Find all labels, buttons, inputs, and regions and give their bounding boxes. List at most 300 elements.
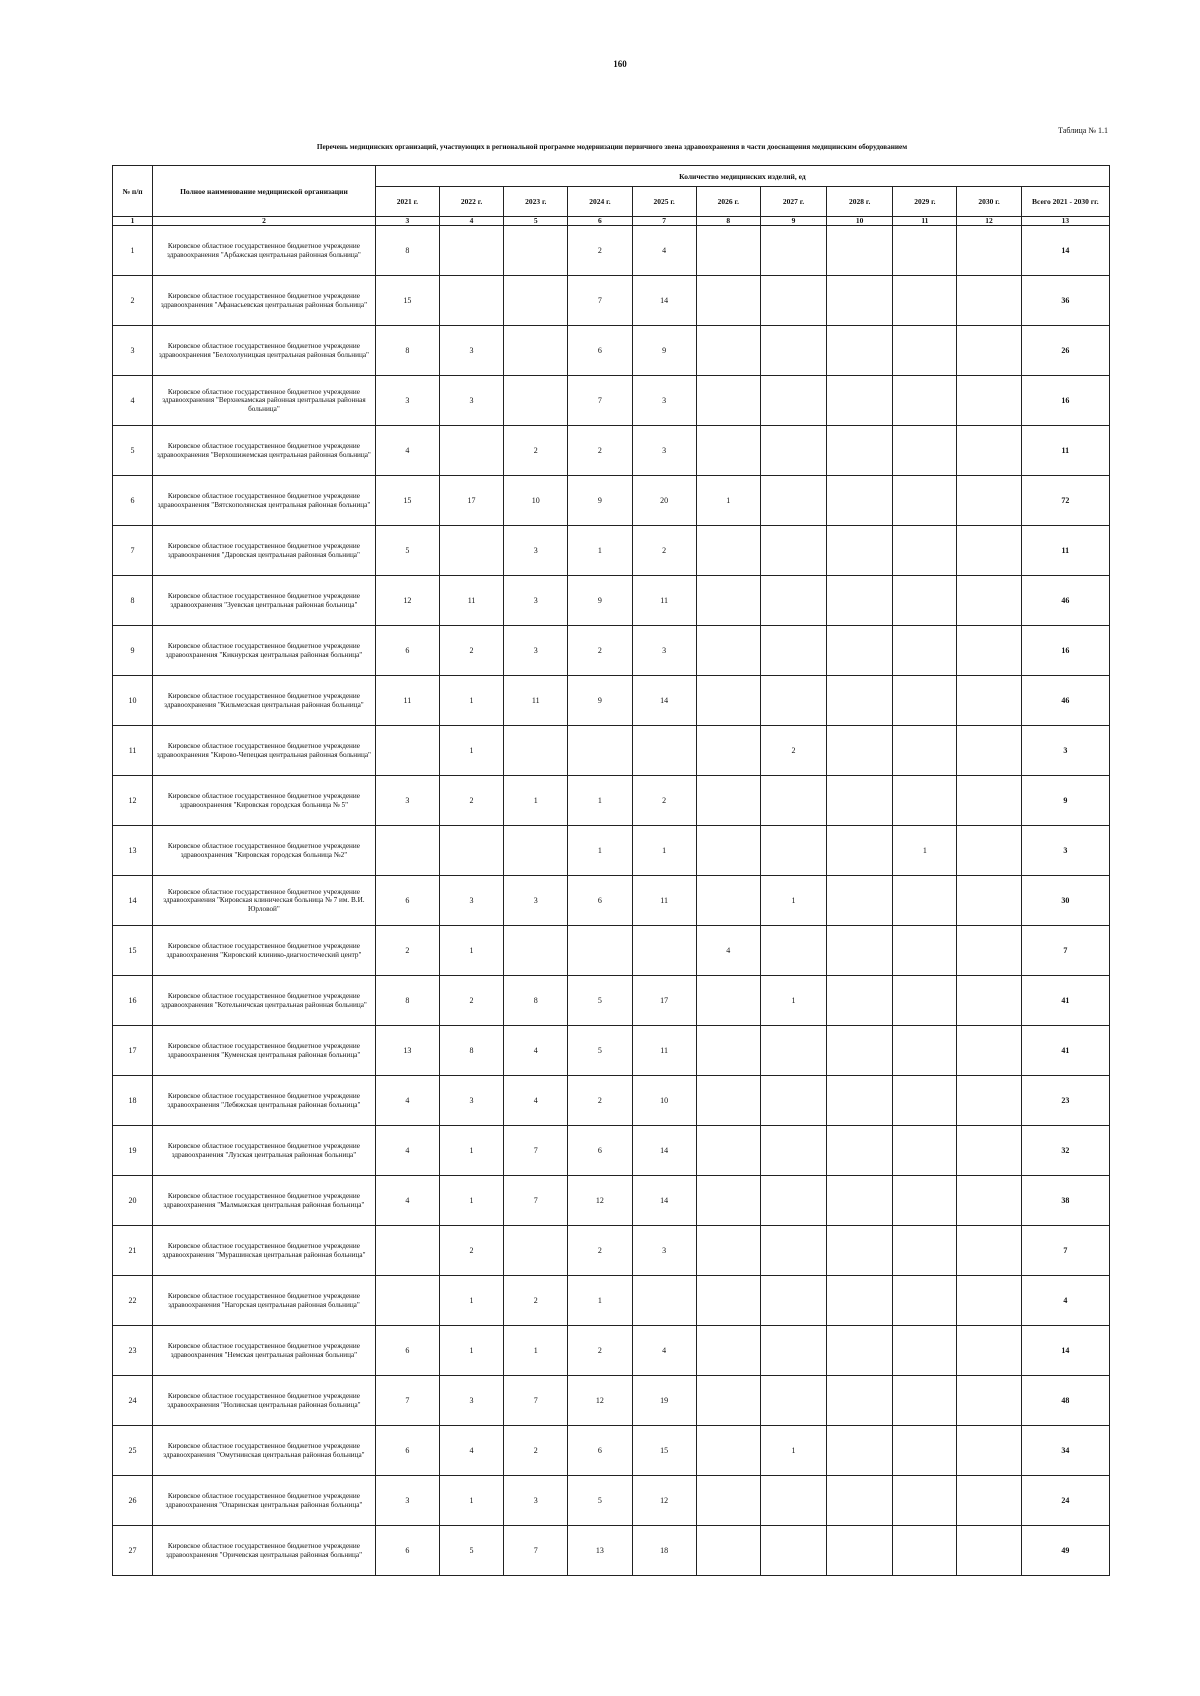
column-number: 7: [632, 217, 696, 226]
year-value-cell: 10: [632, 1076, 696, 1126]
row-total: 46: [1021, 576, 1109, 626]
table-row: [113, 876, 1110, 926]
year-value-cell: 4: [504, 1026, 568, 1076]
org-name: Кировское областное государственное бюджетное учреждение здравоохранения "Кирово-Чепецкая центральная районная больница": [153, 726, 376, 776]
table-row: [113, 326, 1110, 376]
year-value-cell: 8: [375, 326, 439, 376]
table-row: [113, 1176, 1110, 1226]
year-value-cell: 3: [632, 1226, 696, 1276]
org-name: Кировское областное государственное бюджетное учреждение здравоохранения "Кикнурская центральная районная больница": [153, 626, 376, 676]
year-value-cell: [504, 326, 568, 376]
row-total: 9: [1021, 776, 1109, 826]
org-name: Кировское областное государственное бюджетное учреждение здравоохранения "Куменская центральная районная больница": [153, 1026, 376, 1076]
row-total: 41: [1021, 976, 1109, 1026]
row-total: 3: [1021, 726, 1109, 776]
year-value-cell: [632, 1276, 696, 1326]
year-value-cell: [760, 326, 826, 376]
year-value-cell: [827, 876, 893, 926]
year-value-cell: 5: [439, 1526, 503, 1576]
table-row: [113, 1026, 1110, 1076]
year-value-cell: [696, 776, 760, 826]
column-number: 10: [827, 217, 893, 226]
year-value-cell: 2: [568, 226, 632, 276]
year-value-cell: [893, 1526, 957, 1576]
year-value-cell: [760, 626, 826, 676]
year-value-cell: [893, 1126, 957, 1176]
column-number: 4: [439, 217, 503, 226]
column-number: 9: [760, 217, 826, 226]
year-value-cell: [957, 226, 1021, 276]
row-total: 46: [1021, 676, 1109, 726]
org-name: Кировское областное государственное бюджетное учреждение здравоохранения "Афанасьевская центральная районная больница": [153, 276, 376, 326]
year-value-cell: [696, 326, 760, 376]
row-number: 9: [113, 626, 153, 676]
year-value-cell: 11: [504, 676, 568, 726]
header-total: Всего 2021 - 2030 гг.: [1021, 187, 1109, 217]
row-number: 8: [113, 576, 153, 626]
table-row: [113, 1126, 1110, 1176]
year-value-cell: [893, 676, 957, 726]
year-value-cell: [893, 1176, 957, 1226]
org-name: Кировское областное государственное бюджетное учреждение здравоохранения "Кировская городская больница № 5": [153, 776, 376, 826]
year-value-cell: 7: [504, 1526, 568, 1576]
year-value-cell: 2: [568, 1326, 632, 1376]
table-row: [113, 1276, 1110, 1326]
header-qty-group: Количество медицинских изделий, ед: [375, 166, 1109, 187]
table-label: Таблица № 1.1: [1058, 126, 1108, 135]
row-total: 23: [1021, 1076, 1109, 1126]
year-value-cell: 6: [568, 326, 632, 376]
year-value-cell: 6: [568, 1426, 632, 1476]
table-row: [113, 826, 1110, 876]
year-value-cell: 6: [375, 1326, 439, 1376]
row-number: 26: [113, 1476, 153, 1526]
year-value-cell: 1: [439, 726, 503, 776]
row-number: 21: [113, 1226, 153, 1276]
row-total: 32: [1021, 1126, 1109, 1176]
table-row: [113, 476, 1110, 526]
table-row: [113, 526, 1110, 576]
year-value-cell: 14: [632, 676, 696, 726]
year-value-cell: 1: [439, 926, 503, 976]
row-number: 10: [113, 676, 153, 726]
year-value-cell: 3: [504, 876, 568, 926]
org-name: Кировское областное государственное бюджетное учреждение здравоохранения "Кировская клиническая больница № 7 им. В.И. Юрловой": [153, 876, 376, 926]
year-value-cell: [957, 1376, 1021, 1426]
year-value-cell: 18: [632, 1526, 696, 1576]
year-value-cell: 7: [568, 276, 632, 326]
row-total: 26: [1021, 326, 1109, 376]
year-value-cell: 1: [760, 1426, 826, 1476]
row-number: 5: [113, 426, 153, 476]
year-value-cell: [957, 276, 1021, 326]
year-value-cell: [893, 276, 957, 326]
year-value-cell: [893, 576, 957, 626]
year-value-cell: 3: [439, 1376, 503, 1426]
year-value-cell: [827, 376, 893, 426]
year-value-cell: [760, 926, 826, 976]
year-value-cell: 15: [375, 276, 439, 326]
table-row: [113, 576, 1110, 626]
year-value-cell: [696, 426, 760, 476]
year-value-cell: [504, 1226, 568, 1276]
year-value-cell: [957, 726, 1021, 776]
year-value-cell: [760, 1126, 826, 1176]
row-total: 16: [1021, 626, 1109, 676]
year-value-cell: [893, 1276, 957, 1326]
year-value-cell: [696, 576, 760, 626]
year-value-cell: 14: [632, 1126, 696, 1176]
year-value-cell: 10: [504, 476, 568, 526]
org-name: Кировское областное государственное бюджетное учреждение здравоохранения "Нолинская центральная районная больница": [153, 1376, 376, 1426]
row-total: 36: [1021, 276, 1109, 326]
row-number: 7: [113, 526, 153, 576]
year-value-cell: 7: [375, 1376, 439, 1426]
year-value-cell: [439, 826, 503, 876]
year-value-cell: 2: [504, 426, 568, 476]
year-value-cell: [760, 476, 826, 526]
year-value-cell: [696, 1226, 760, 1276]
org-name: Кировское областное государственное бюджетное учреждение здравоохранения "Немская центральная районная больница": [153, 1326, 376, 1376]
year-value-cell: [957, 1226, 1021, 1276]
year-value-cell: 3: [504, 576, 568, 626]
year-value-cell: [696, 876, 760, 926]
header-year: 2030 г.: [957, 187, 1021, 217]
year-value-cell: [439, 276, 503, 326]
year-value-cell: [827, 626, 893, 676]
year-value-cell: 8: [504, 976, 568, 1026]
year-value-cell: [760, 1026, 826, 1076]
year-value-cell: 11: [632, 876, 696, 926]
year-value-cell: [375, 826, 439, 876]
year-value-cell: [957, 1326, 1021, 1376]
year-value-cell: [375, 1276, 439, 1326]
org-name: Кировское областное государственное бюджетное учреждение здравоохранения "Лебяжская центральная районная больница": [153, 1076, 376, 1126]
year-value-cell: 1: [568, 826, 632, 876]
year-value-cell: [957, 1126, 1021, 1176]
year-value-cell: 7: [568, 376, 632, 426]
year-value-cell: [957, 1426, 1021, 1476]
year-value-cell: 2: [632, 776, 696, 826]
org-name: Кировское областное государственное бюджетное учреждение здравоохранения "Верхнекамская районная центральная районная больница": [153, 376, 376, 426]
column-number: 3: [375, 217, 439, 226]
year-value-cell: [957, 1176, 1021, 1226]
year-value-cell: 3: [439, 876, 503, 926]
row-number: 16: [113, 976, 153, 1026]
year-value-cell: 4: [696, 926, 760, 976]
year-value-cell: 4: [632, 226, 696, 276]
year-value-cell: 1: [760, 976, 826, 1026]
year-value-cell: [893, 726, 957, 776]
year-value-cell: 11: [632, 576, 696, 626]
year-value-cell: 8: [375, 226, 439, 276]
year-value-cell: [760, 376, 826, 426]
table-row: [113, 626, 1110, 676]
year-value-cell: [827, 676, 893, 726]
year-value-cell: 2: [504, 1276, 568, 1326]
year-value-cell: [827, 1226, 893, 1276]
row-total: 48: [1021, 1376, 1109, 1426]
year-value-cell: [827, 226, 893, 276]
column-number: 2: [153, 217, 376, 226]
year-value-cell: 3: [632, 426, 696, 476]
row-number: 27: [113, 1526, 153, 1576]
year-value-cell: 5: [375, 526, 439, 576]
year-value-cell: 15: [375, 476, 439, 526]
year-value-cell: [893, 976, 957, 1026]
year-value-cell: [696, 1326, 760, 1376]
year-value-cell: 4: [375, 1176, 439, 1226]
year-value-cell: [696, 1176, 760, 1226]
column-number: 8: [696, 217, 760, 226]
year-value-cell: [893, 326, 957, 376]
year-value-cell: 1: [439, 676, 503, 726]
year-value-cell: 6: [375, 626, 439, 676]
year-value-cell: [957, 1076, 1021, 1126]
year-value-cell: [827, 1476, 893, 1526]
header-year: 2025 г.: [632, 187, 696, 217]
table-body: [113, 226, 1110, 1576]
year-value-cell: 1: [696, 476, 760, 526]
year-value-cell: [696, 626, 760, 676]
row-total: 49: [1021, 1526, 1109, 1576]
year-value-cell: [696, 1276, 760, 1326]
year-value-cell: 3: [439, 376, 503, 426]
header-num: № п/п: [113, 166, 153, 217]
row-number: 2: [113, 276, 153, 326]
year-value-cell: [696, 1076, 760, 1126]
year-value-cell: [827, 1076, 893, 1126]
table-row: [113, 976, 1110, 1026]
year-value-cell: [696, 726, 760, 776]
year-value-cell: [957, 376, 1021, 426]
year-value-cell: 2: [439, 626, 503, 676]
table-row: [113, 926, 1110, 976]
year-value-cell: 11: [375, 676, 439, 726]
year-value-cell: 6: [568, 876, 632, 926]
row-total: 14: [1021, 1326, 1109, 1376]
year-value-cell: 5: [568, 976, 632, 1026]
year-value-cell: [696, 976, 760, 1026]
year-value-cell: [957, 826, 1021, 876]
year-value-cell: 3: [439, 326, 503, 376]
row-total: 7: [1021, 1226, 1109, 1276]
header-year: 2026 г.: [696, 187, 760, 217]
year-value-cell: [568, 926, 632, 976]
column-number: 13: [1021, 217, 1109, 226]
org-name: Кировское областное государственное бюджетное учреждение здравоохранения "Зуевская центральная районная больница": [153, 576, 376, 626]
year-value-cell: [504, 276, 568, 326]
year-value-cell: 1: [439, 1126, 503, 1176]
year-value-cell: [827, 1176, 893, 1226]
year-value-cell: [827, 976, 893, 1026]
year-value-cell: [696, 1026, 760, 1076]
year-value-cell: [957, 1026, 1021, 1076]
year-value-cell: 12: [568, 1376, 632, 1426]
year-value-cell: 7: [504, 1176, 568, 1226]
year-value-cell: 4: [632, 1326, 696, 1376]
year-value-cell: 6: [375, 1526, 439, 1576]
year-value-cell: [827, 1426, 893, 1476]
year-value-cell: [957, 576, 1021, 626]
year-value-cell: [760, 1326, 826, 1376]
year-value-cell: [760, 226, 826, 276]
year-value-cell: [893, 926, 957, 976]
year-value-cell: 2: [568, 626, 632, 676]
year-value-cell: [632, 726, 696, 776]
year-value-cell: [439, 426, 503, 476]
year-value-cell: [827, 1326, 893, 1376]
year-value-cell: 4: [504, 1076, 568, 1126]
year-value-cell: 2: [568, 1226, 632, 1276]
org-name: Кировское областное государственное бюджетное учреждение здравоохранения "Омутнинская центральная районная больница": [153, 1426, 376, 1476]
year-value-cell: [827, 526, 893, 576]
year-value-cell: [957, 626, 1021, 676]
year-value-cell: 2: [760, 726, 826, 776]
year-value-cell: [696, 226, 760, 276]
year-value-cell: [893, 1426, 957, 1476]
table-row: [113, 676, 1110, 726]
year-value-cell: 1: [568, 1276, 632, 1326]
table-row: [113, 376, 1110, 426]
year-value-cell: 2: [439, 1226, 503, 1276]
year-value-cell: [696, 1126, 760, 1176]
year-value-cell: [760, 676, 826, 726]
row-number: 18: [113, 1076, 153, 1126]
header-org-name: Полное наименование медицинской организации: [153, 166, 376, 217]
year-value-cell: [696, 1476, 760, 1526]
year-value-cell: 9: [632, 326, 696, 376]
year-value-cell: [827, 776, 893, 826]
table-row: [113, 1476, 1110, 1526]
year-value-cell: [893, 526, 957, 576]
header-year: 2024 г.: [568, 187, 632, 217]
year-value-cell: [893, 1326, 957, 1376]
year-value-cell: [893, 776, 957, 826]
year-value-cell: [760, 1076, 826, 1126]
year-value-cell: [827, 426, 893, 476]
year-value-cell: [893, 476, 957, 526]
year-value-cell: [760, 1376, 826, 1426]
year-value-cell: [760, 1226, 826, 1276]
year-value-cell: [696, 1376, 760, 1426]
year-value-cell: [957, 1276, 1021, 1326]
year-value-cell: 1: [439, 1276, 503, 1326]
year-value-cell: [696, 826, 760, 876]
year-value-cell: [893, 1376, 957, 1426]
year-value-cell: 7: [504, 1376, 568, 1426]
org-name: Кировское областное государственное бюджетное учреждение здравоохранения "Кильмезская центральная районная больница": [153, 676, 376, 726]
org-name: Кировское областное государственное бюджетное учреждение здравоохранения "Даровская центральная районная больница": [153, 526, 376, 576]
column-number: 1: [113, 217, 153, 226]
year-value-cell: [893, 1026, 957, 1076]
table-row: [113, 1076, 1110, 1126]
year-value-cell: [696, 276, 760, 326]
document-title: Перечень медицинских организаций, участвующих в региональной программе модернизации первичного звена здравоохранения в части дооснащения медицинским оборудованием: [316, 143, 908, 151]
year-value-cell: [827, 276, 893, 326]
year-value-cell: 13: [375, 1026, 439, 1076]
row-total: 7: [1021, 926, 1109, 976]
year-value-cell: [696, 376, 760, 426]
table-row: [113, 1326, 1110, 1376]
year-value-cell: [760, 826, 826, 876]
year-value-cell: [696, 526, 760, 576]
row-total: 34: [1021, 1426, 1109, 1476]
row-total: 24: [1021, 1476, 1109, 1526]
year-value-cell: 3: [375, 776, 439, 826]
year-value-cell: [957, 426, 1021, 476]
column-number: 6: [568, 217, 632, 226]
table-row: [113, 1226, 1110, 1276]
org-name: Кировское областное государственное бюджетное учреждение здравоохранения "Нагорская центральная районная больница": [153, 1276, 376, 1326]
year-value-cell: 1: [632, 826, 696, 876]
year-value-cell: [893, 1226, 957, 1276]
year-value-cell: 14: [632, 1176, 696, 1226]
header-year: 2028 г.: [827, 187, 893, 217]
year-value-cell: [375, 1226, 439, 1276]
row-number: 14: [113, 876, 153, 926]
year-value-cell: 1: [439, 1476, 503, 1526]
row-total: 11: [1021, 526, 1109, 576]
year-value-cell: [827, 576, 893, 626]
year-value-cell: [568, 726, 632, 776]
year-value-cell: [827, 1026, 893, 1076]
year-value-cell: [504, 826, 568, 876]
year-value-cell: [893, 426, 957, 476]
year-value-cell: [504, 226, 568, 276]
row-total: 16: [1021, 376, 1109, 426]
year-value-cell: 1: [504, 776, 568, 826]
year-value-cell: 12: [632, 1476, 696, 1526]
row-number: 25: [113, 1426, 153, 1476]
org-name: Кировское областное государственное бюджетное учреждение здравоохранения "Оричевская центральная районная больница": [153, 1526, 376, 1576]
year-value-cell: [893, 1476, 957, 1526]
year-value-cell: [632, 926, 696, 976]
year-value-cell: [893, 376, 957, 426]
equipment-table: [112, 165, 1110, 1576]
row-number: 15: [113, 926, 153, 976]
org-name: Кировское областное государственное бюджетное учреждение здравоохранения "Арбажская центральная районная больница": [153, 226, 376, 276]
year-value-cell: [957, 326, 1021, 376]
year-value-cell: [957, 476, 1021, 526]
year-value-cell: 3: [504, 526, 568, 576]
year-value-cell: 6: [375, 876, 439, 926]
year-value-cell: [957, 1526, 1021, 1576]
year-value-cell: 19: [632, 1376, 696, 1426]
row-number: 23: [113, 1326, 153, 1376]
column-number: 5: [504, 217, 568, 226]
year-value-cell: 3: [632, 626, 696, 676]
year-value-cell: [827, 1126, 893, 1176]
column-number: 11: [893, 217, 957, 226]
row-number: 13: [113, 826, 153, 876]
year-value-cell: 13: [568, 1526, 632, 1576]
year-value-cell: 2: [439, 776, 503, 826]
row-number: 11: [113, 726, 153, 776]
year-value-cell: 3: [439, 1076, 503, 1126]
row-total: 11: [1021, 426, 1109, 476]
year-value-cell: 5: [568, 1476, 632, 1526]
year-value-cell: 4: [375, 1126, 439, 1176]
year-value-cell: 8: [439, 1026, 503, 1076]
year-value-cell: 1: [504, 1326, 568, 1376]
year-value-cell: [696, 1426, 760, 1476]
row-number: 24: [113, 1376, 153, 1426]
table-row: [113, 276, 1110, 326]
year-value-cell: 3: [504, 626, 568, 676]
year-value-cell: [827, 826, 893, 876]
row-number: 17: [113, 1026, 153, 1076]
